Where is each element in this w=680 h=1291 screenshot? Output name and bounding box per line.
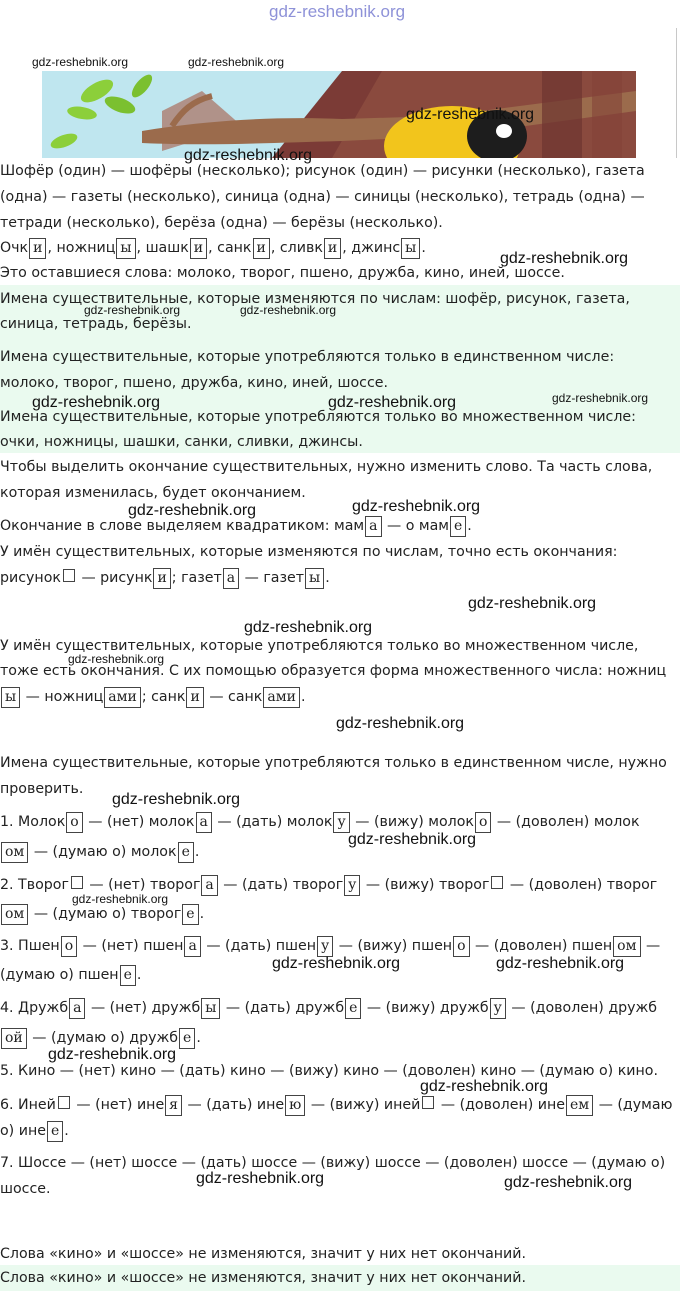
page-border <box>676 28 677 158</box>
watermark: gdz-reshebnik.org <box>32 394 161 411</box>
text-line: тоже есть окончания. С их помощью образуется форма множественного числа: ножниц <box>0 663 667 679</box>
ending-box: у <box>333 812 349 833</box>
example-line: 5. Кино — (нет) кино — (дать) кино — (вижу) кино — (доволен) кино — (думаю о) кино. <box>0 1063 658 1079</box>
highlight-text: очки, ножницы, шашки, санки, сливки, джинсы. <box>0 434 363 450</box>
banner-image <box>42 71 636 158</box>
watermark: gdz-reshebnik.org <box>468 595 597 612</box>
watermark: gdz-reshebnik.org <box>500 250 629 267</box>
watermark: gdz-reshebnik.org <box>328 394 457 411</box>
text-line-endings: ы — ножниц ами ; санк и — санк ами . <box>0 685 680 710</box>
ending-box: а <box>223 568 239 589</box>
empty-ending-box <box>422 1096 434 1109</box>
watermark: gdz-reshebnik.org <box>336 715 465 732</box>
text-line: Это оставшиеся слова: молоко, творог, пшено, дружба, кино, иней, шоссе. <box>0 265 565 281</box>
example-line: 6. Иней — (нет) ине я — (дать) ине ю — (вижу) иней — (доволен) ине ем — (думаю <box>0 1093 680 1118</box>
watermark: gdz-reshebnik.org <box>348 831 477 848</box>
example-line: ой — (думаю о) дружб е . <box>0 1026 680 1051</box>
ending-box: и <box>186 687 203 708</box>
ending-box: е <box>450 516 466 537</box>
ending-box: и <box>190 238 207 259</box>
ending-box: и <box>253 238 270 259</box>
example-line: 3. Пшен о — (нет) пшен а — (дать) пшен у — (вижу) пшен о — (доволен) пшен ом — <box>0 934 680 959</box>
ending-box: а <box>184 936 200 957</box>
watermark: gdz-reshebnik.org <box>128 502 257 519</box>
ending-box: о <box>453 936 469 957</box>
ending-box: а <box>69 998 85 1019</box>
ending-box: ы <box>1 687 20 708</box>
watermark: gdz-reshebnik.org <box>184 147 313 164</box>
watermark: gdz-reshebnik.org <box>48 1046 177 1063</box>
watermark: gdz-reshebnik.org <box>272 955 401 972</box>
ending-box: ом <box>1 842 28 863</box>
ending-box: ом <box>613 936 640 957</box>
watermark: gdz-reshebnik.org <box>406 106 535 123</box>
watermark: gdz-reshebnik.org <box>188 55 285 69</box>
ending-box: я <box>165 1095 182 1116</box>
text-line-endings: Окончание в слове выделяем квадратиком: мам а — о мам е . <box>0 514 680 539</box>
example-line: 1. Молок о — (нет) молок а — (дать) молок у — (вижу) молок о — (доволен) молок <box>0 810 680 835</box>
highlight-text: Имена существительные, которые употребляются только во множественном числе: <box>0 409 636 425</box>
ending-box: ы <box>401 238 420 259</box>
ending-box: е <box>120 965 136 986</box>
ending-box: а <box>201 875 217 896</box>
ending-box: о <box>475 812 491 833</box>
watermark: gdz-reshebnik.org <box>420 1078 549 1095</box>
text-line: которая изменилась, будет окончанием. <box>0 485 306 501</box>
text-line-endings: Очк и , ножниц ы , шашк и , санк и , сливк и , джинс ы . <box>0 236 680 261</box>
empty-ending-box <box>58 1096 70 1109</box>
ending-box: ами <box>263 687 300 708</box>
ending-box: и <box>324 238 341 259</box>
conclusion-line-highlighted: Слова «кино» и «шоссе» не изменяются, значит у них нет окончаний. <box>0 1270 526 1286</box>
ending-box: е <box>179 1028 195 1049</box>
ending-box: ем <box>566 1095 593 1116</box>
watermark: gdz-reshebnik.org <box>552 391 649 405</box>
highlight-text: Имена существительные, которые употребляются только в единственном числе: <box>0 349 615 365</box>
text-line: (одна) — газеты (несколько), синица (одна) — синицы (несколько), тетрадь (одна) — <box>0 189 645 205</box>
text-line: проверить. <box>0 781 84 797</box>
ending-box: о <box>61 936 77 957</box>
ending-box: ы <box>305 568 324 589</box>
empty-ending-box <box>491 876 503 889</box>
example-line: 2. Творог — (нет) творог а — (дать) творог у — (вижу) творог — (доволен) творог <box>0 873 680 898</box>
ending-box: ом <box>1 904 28 925</box>
ending-box: е <box>182 904 198 925</box>
ending-box: у <box>317 936 333 957</box>
watermark: gdz-reshebnik.org <box>32 55 129 69</box>
ending-box: ой <box>1 1028 27 1049</box>
text-line-endings: рисунок — рисунк и ; газет а — газет ы . <box>0 566 680 591</box>
watermark-top: gdz-reshebnik.org <box>269 2 406 21</box>
ending-box: и <box>29 238 46 259</box>
ending-box: ы <box>116 238 135 259</box>
ending-box: ами <box>104 687 141 708</box>
example-line: о) ине е . <box>0 1119 680 1144</box>
banner-illustration <box>42 71 636 158</box>
ending-box: а <box>196 812 212 833</box>
watermark: gdz-reshebnik.org <box>244 619 373 636</box>
ending-box: о <box>66 812 82 833</box>
watermark: gdz-reshebnik.org <box>240 303 337 317</box>
conclusion-line: Слова «кино» и «шоссе» не изменяются, значит у них нет окончаний. <box>0 1246 526 1262</box>
example-line: 4. Дружб а — (нет) дружб ы — (дать) дружб е — (вижу) дружб у — (доволен) дружб <box>0 996 680 1021</box>
text-line: Имена существительные, которые употребляются только в единственном числе, нужно <box>0 755 667 771</box>
ending-box: ы <box>201 998 220 1019</box>
example-line: (думаю о) пшен е . <box>0 963 680 988</box>
empty-ending-box <box>71 876 83 889</box>
highlight-text: синица, тетрадь, берёзы. <box>0 316 192 332</box>
ending-box: а <box>365 516 381 537</box>
text-line: тетради (несколько), берёза (одна) — берёзы (несколько). <box>0 215 443 231</box>
ending-box: у <box>490 998 506 1019</box>
watermark: gdz-reshebnik.org <box>504 1174 633 1191</box>
highlight-text: Имена существительные, которые изменяются по числам: шофёр, рисунок, газета, <box>0 291 630 307</box>
ending-box: е <box>47 1121 63 1142</box>
watermark: gdz-reshebnik.org <box>84 303 181 317</box>
example-line: ом — (думаю о) молок е . <box>0 840 680 865</box>
ending-box: е <box>178 842 194 863</box>
ending-box: и <box>153 568 170 589</box>
watermark: gdz-reshebnik.org <box>352 498 481 515</box>
empty-ending-box <box>63 569 75 582</box>
watermark: gdz-reshebnik.org <box>68 652 165 666</box>
text-line: Чтобы выделить окончание существительных, нужно изменить слово. Та часть слова, <box>0 459 653 475</box>
example-line: 7. Шоссе — (нет) шоссе — (дать) шоссе — (вижу) шоссе — (доволен) шоссе — (думаю о) <box>0 1155 666 1171</box>
text-line: У имён существительных, которые употребляются только во множественном числе, <box>0 638 639 654</box>
text-line: Шофёр (один) — шофёры (несколько); рисунок (один) — рисунки (несколько), газета <box>0 163 645 179</box>
ending-box: е <box>345 998 361 1019</box>
ending-box: ю <box>285 1095 305 1116</box>
text-line: У имён существительных, которые изменяются по числам, точно есть окончания: <box>0 544 618 560</box>
example-line: ом — (думаю о) творог е . <box>0 902 680 927</box>
watermark: gdz-reshebnik.org <box>196 1170 325 1187</box>
watermark: gdz-reshebnik.org <box>496 955 625 972</box>
highlight-text: молоко, творог, пшено, дружба, кино, иней, шоссе. <box>0 375 389 391</box>
watermark: gdz-reshebnik.org <box>112 791 241 808</box>
example-line: шоссе. <box>0 1181 51 1197</box>
watermark: gdz-reshebnik.org <box>72 892 169 906</box>
ending-box: у <box>344 875 360 896</box>
